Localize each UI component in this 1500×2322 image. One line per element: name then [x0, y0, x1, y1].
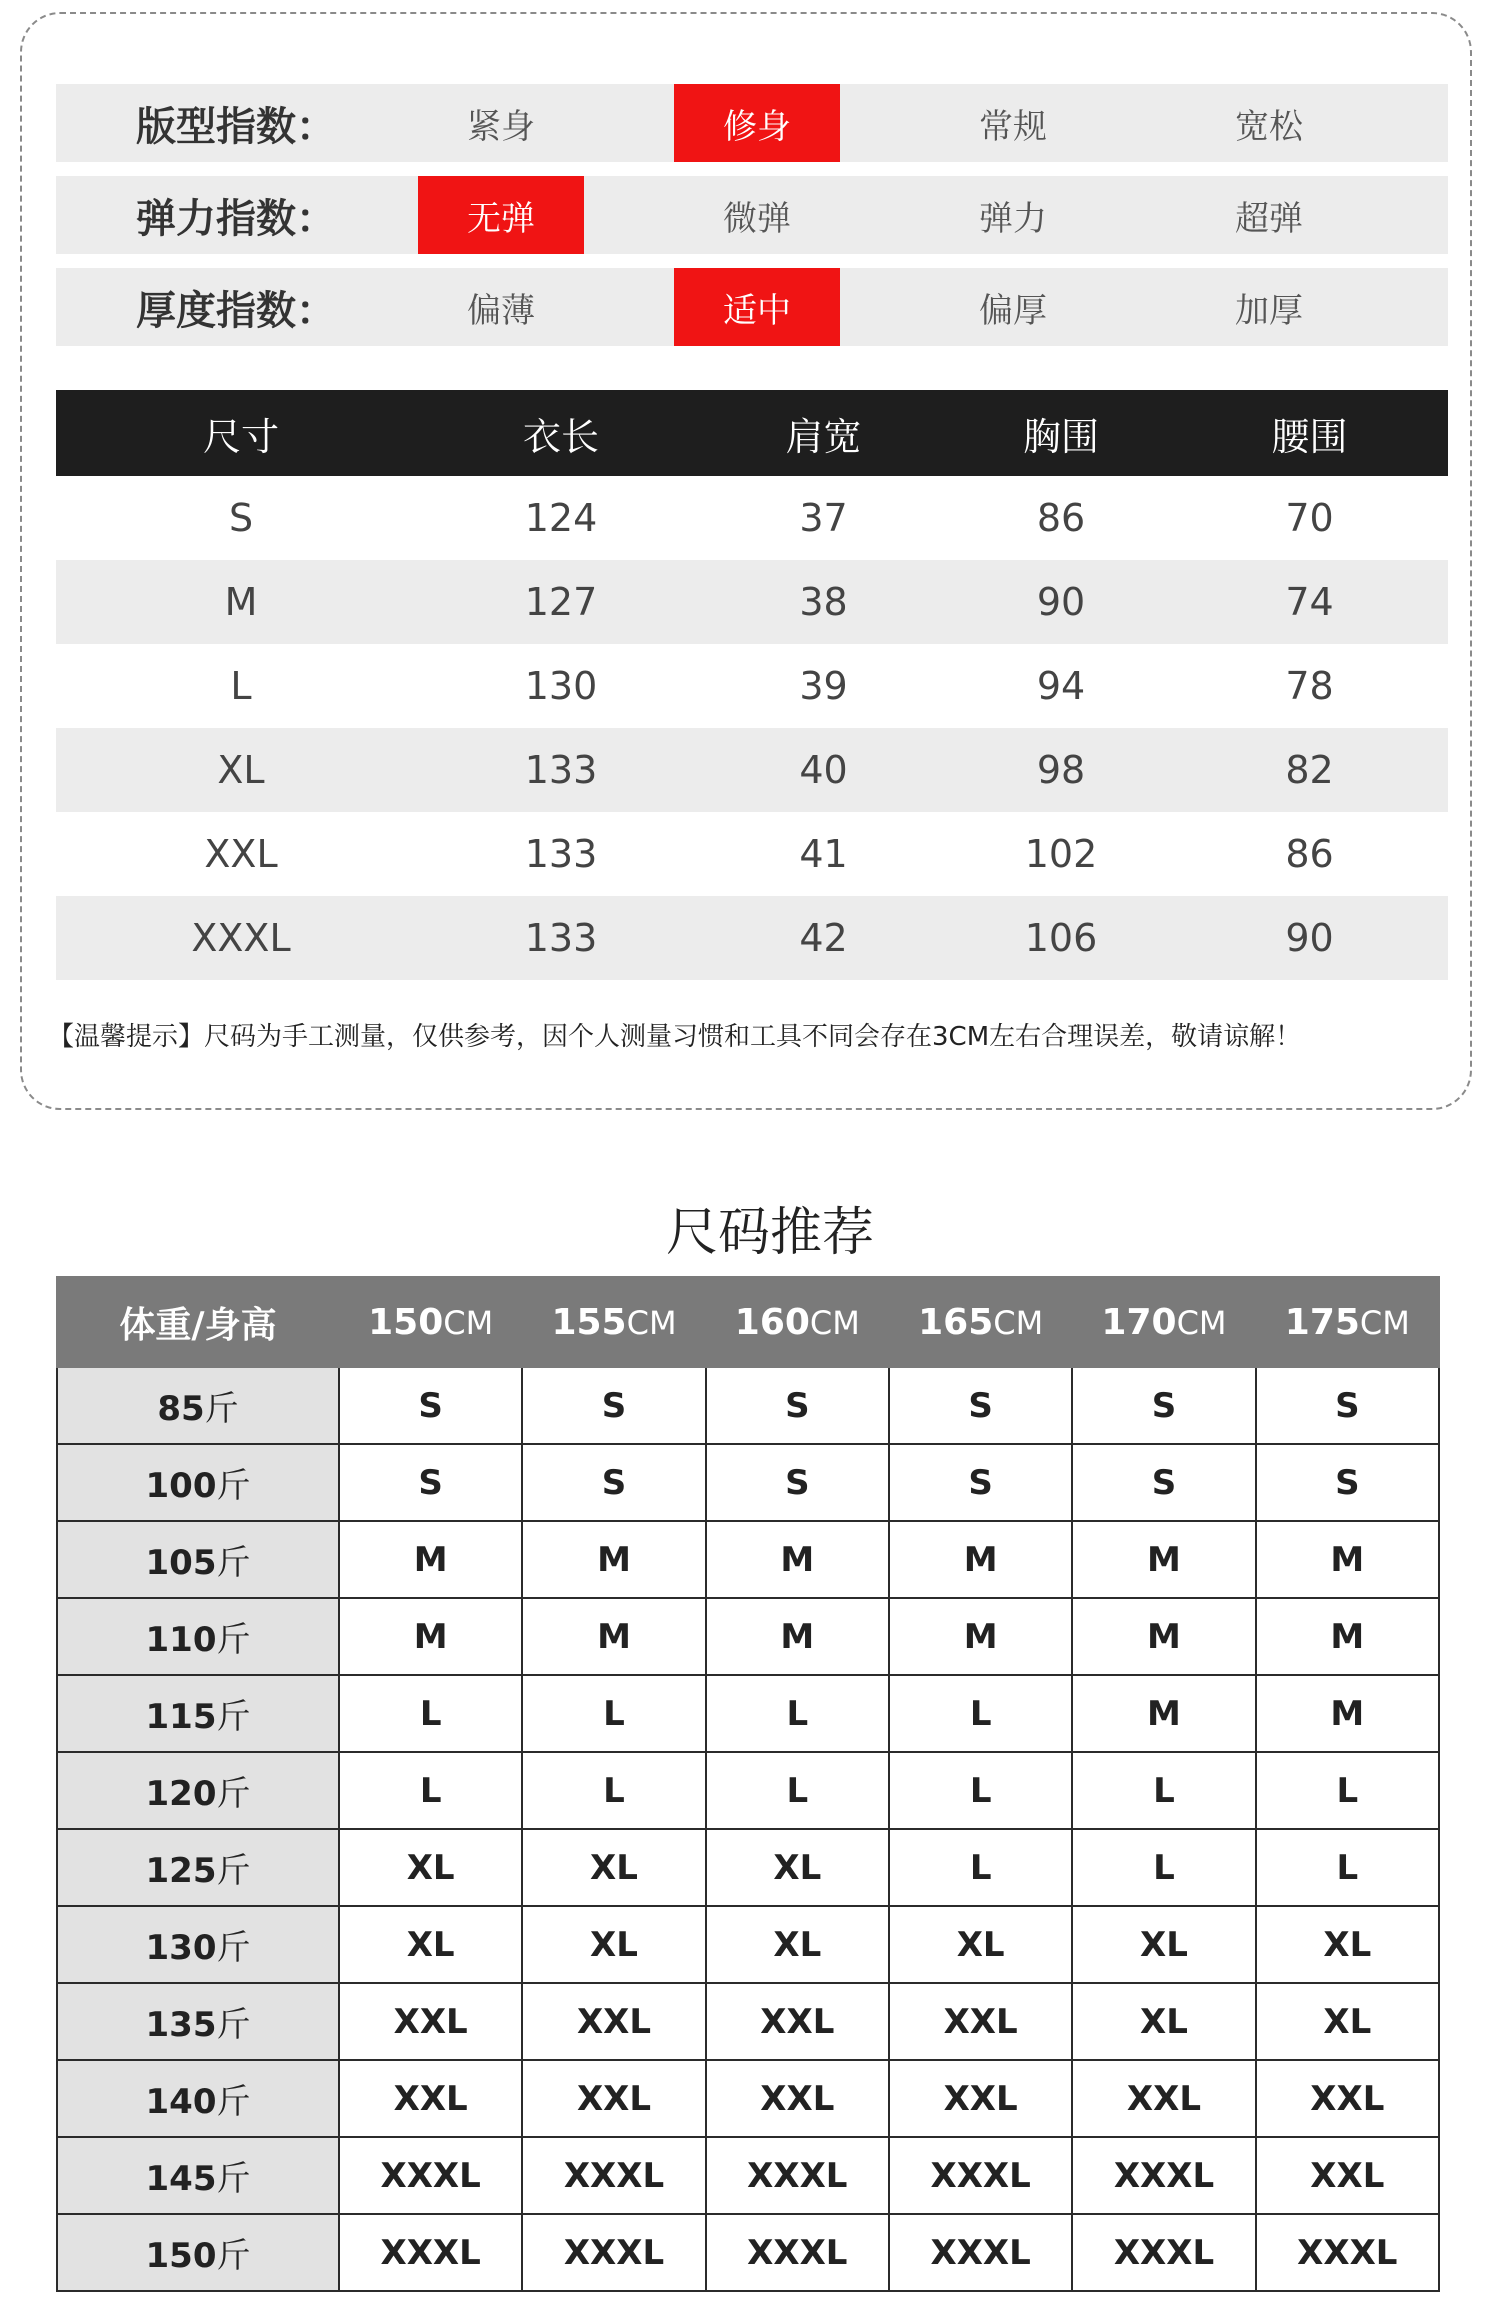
height-value: 165 [918, 1301, 994, 1343]
index-option: 修身 [674, 84, 840, 162]
recommend-row [57, 1829, 1439, 1906]
size-chart-header-cell: 肩宽 [785, 414, 862, 459]
recommend-size-cell: XL [1072, 1983, 1255, 2060]
recommend-size-cell: XXL [1256, 2060, 1439, 2137]
size-chart-cell: 39 [799, 664, 848, 708]
recommend-size-cell: XL [889, 1906, 1072, 1983]
recommend-size-cell: L [339, 1752, 522, 1829]
size-chart-cell: 133 [524, 748, 598, 792]
weight-unit: 斤 [216, 2236, 251, 2276]
index-label: 厚度指数： [136, 287, 336, 334]
recommend-size-cell: XXL [522, 2060, 705, 2137]
weight-value: 130 [145, 1928, 217, 1968]
recommend-title: 尺码推荐 [665, 1203, 874, 1263]
recommend-size-cell: XL [522, 1829, 705, 1906]
size-chart-cell: 102 [1024, 832, 1098, 876]
recommend-size-cell: S [522, 1367, 705, 1444]
size-chart-cell: 37 [799, 496, 848, 540]
recommend-size-cell: L [1256, 1752, 1439, 1829]
recommend-height-header [522, 1277, 705, 1367]
size-chart-header-cell: 胸围 [1022, 414, 1099, 459]
recommend-size-cell: S [706, 1367, 889, 1444]
recommend-size-cell: L [889, 1752, 1072, 1829]
recommend-size-cell: S [1072, 1367, 1255, 1444]
size-chart-cell: 98 [1036, 748, 1086, 792]
recommend-size-cell: S [339, 1367, 522, 1444]
size-chart-cell: 38 [799, 580, 848, 624]
weight-value: 105 [145, 1543, 217, 1583]
recommend-size-cell: S [522, 1444, 705, 1521]
weight-value: 125 [145, 1851, 217, 1891]
recommend-size-cell: L [1256, 1829, 1439, 1906]
recommend-size-cell: M [706, 1598, 889, 1675]
weight-value: 135 [145, 2005, 217, 2045]
recommend-size-cell: M [339, 1598, 522, 1675]
recommend-size-cell: XL [706, 1829, 889, 1906]
recommend-size-cell: XXL [889, 1983, 1072, 2060]
size-chart-cell: 106 [1024, 916, 1098, 960]
size-chart-row [56, 812, 1448, 896]
recommend-row [57, 1521, 1439, 1598]
size-chart-header-cell: 尺寸 [202, 414, 279, 459]
recommend-row [57, 2137, 1439, 2214]
height-value: 150 [368, 1301, 444, 1343]
size-chart-row [56, 560, 1448, 644]
size-chart-row [56, 644, 1448, 728]
recommend-row [57, 1444, 1439, 1521]
size-chart-cell: 133 [524, 916, 598, 960]
index-option: 超弹 [1235, 198, 1303, 239]
weight-unit: 斤 [216, 1543, 251, 1583]
recommend-size-cell: XL [706, 1906, 889, 1983]
recommend-size-cell: M [1072, 1598, 1255, 1675]
size-chart-cell: 127 [524, 580, 598, 624]
recommend-height-header [889, 1277, 1072, 1367]
recommend-size-cell: L [889, 1675, 1072, 1752]
recommend-size-cell: L [522, 1675, 705, 1752]
weight-value: 115 [145, 1697, 217, 1737]
index-option: 无弹 [418, 176, 584, 254]
recommend-size-cell: M [1256, 1598, 1439, 1675]
index-option: 常规 [979, 106, 1047, 147]
recommend-size-cell: XXL [339, 1983, 522, 2060]
size-chart-cell: S [228, 496, 254, 540]
recommend-size-cell: XXXL [522, 2214, 705, 2291]
recommend-row [57, 2214, 1439, 2291]
weight-value: 100 [145, 1466, 217, 1506]
recommend-size-cell: XXXL [1256, 2214, 1439, 2291]
recommend-size-cell: S [1256, 1367, 1439, 1444]
recommend-size-cell: XXL [889, 2060, 1072, 2137]
recommend-size-cell: M [889, 1598, 1072, 1675]
weight-unit: 斤 [204, 1389, 239, 1429]
recommend-size-cell: XXL [339, 2060, 522, 2137]
size-chart-header-cell: 衣长 [522, 414, 599, 459]
recommend-row [57, 2060, 1439, 2137]
recommend-weight-cell [57, 1444, 339, 1521]
recommend-size-cell: S [339, 1444, 522, 1521]
recommend-size-cell: S [889, 1444, 1072, 1521]
height-value: 160 [734, 1301, 810, 1343]
height-unit: CM [443, 1303, 494, 1342]
weight-value: 85 [157, 1389, 205, 1429]
size-chart-cell: 70 [1285, 496, 1334, 540]
recommend-size-cell: XL [339, 1906, 522, 1983]
recommend-size-cell: XL [522, 1906, 705, 1983]
recommend-size-cell: L [1072, 1752, 1255, 1829]
recommend-weight-cell [57, 2060, 339, 2137]
recommend-size-cell: XXXL [706, 2137, 889, 2214]
recommend-weight-cell [57, 1829, 339, 1906]
size-chart-cell: 90 [1036, 580, 1086, 624]
index-row [56, 268, 1448, 346]
size-chart-cell: XXL [204, 832, 278, 876]
recommend-height-header [339, 1277, 522, 1367]
recommend-size-cell: XXL [522, 1983, 705, 2060]
weight-unit: 斤 [216, 1697, 251, 1737]
recommend-size-cell: M [522, 1521, 705, 1598]
recommend-size-cell: M [1256, 1521, 1439, 1598]
recommend-size-cell: XXXL [706, 2214, 889, 2291]
recommend-size-cell: L [339, 1675, 522, 1752]
recommend-size-cell: L [1072, 1829, 1255, 1906]
recommend-size-cell: XXXL [339, 2137, 522, 2214]
recommend-size-cell: M [339, 1521, 522, 1598]
recommend-header-row [57, 1277, 1439, 1367]
height-value: 170 [1101, 1301, 1177, 1343]
index-row [56, 84, 1448, 162]
size-chart-cell: 94 [1036, 664, 1086, 708]
size-recommend-table [56, 1276, 1440, 2292]
recommend-weight-cell [57, 1752, 339, 1829]
size-chart-cell: 40 [799, 748, 848, 792]
size-chart-cell: 133 [524, 832, 598, 876]
size-chart-table [56, 390, 1448, 980]
weight-value: 110 [145, 1620, 217, 1660]
size-chart-header [56, 390, 1448, 476]
weight-unit: 斤 [216, 1466, 251, 1506]
recommend-weight-cell [57, 1983, 339, 2060]
recommend-height-header [1256, 1277, 1439, 1367]
size-chart-cell: XL [217, 748, 265, 792]
size-chart-cell: 130 [524, 664, 598, 708]
weight-unit: 斤 [216, 2082, 251, 2122]
recommend-row [57, 1752, 1439, 1829]
recommend-weight-cell [57, 2137, 339, 2214]
recommend-size-cell: XXXL [889, 2137, 1072, 2214]
recommend-weight-cell [57, 1367, 339, 1444]
recommend-size-cell: XL [1256, 1906, 1439, 1983]
recommend-size-cell: S [706, 1444, 889, 1521]
height-unit: CM [1176, 1303, 1227, 1342]
size-chart-cell: 90 [1285, 916, 1334, 960]
recommend-row [57, 1983, 1439, 2060]
height-value: 155 [551, 1301, 627, 1343]
recommend-row [57, 1598, 1439, 1675]
recommend-size-cell: M [522, 1598, 705, 1675]
weight-unit: 斤 [216, 1851, 251, 1891]
recommend-size-cell: M [1072, 1521, 1255, 1598]
size-chart-cell: L [230, 664, 252, 708]
size-chart-cell: 86 [1285, 832, 1334, 876]
height-unit: CM [809, 1303, 860, 1342]
recommend-weight-cell [57, 1675, 339, 1752]
height-unit: CM [993, 1303, 1044, 1342]
size-chart-row [56, 476, 1448, 560]
recommend-size-cell: XXL [1072, 2060, 1255, 2137]
recommend-size-cell: XXXL [889, 2214, 1072, 2291]
recommend-size-cell: XL [1256, 1983, 1439, 2060]
height-unit: CM [626, 1303, 677, 1342]
recommend-size-cell: S [1072, 1444, 1255, 1521]
weight-unit: 斤 [216, 2159, 251, 2199]
recommend-weight-cell [57, 2214, 339, 2291]
height-value: 175 [1284, 1301, 1360, 1343]
recommend-size-cell: XL [339, 1829, 522, 1906]
weight-value: 140 [145, 2082, 217, 2122]
recommend-size-cell: XXXL [1072, 2214, 1255, 2291]
weight-unit: 斤 [216, 2005, 251, 2045]
index-label: 版型指数： [136, 103, 336, 150]
recommend-row [57, 1367, 1439, 1444]
recommend-size-cell: XXXL [339, 2214, 522, 2291]
recommend-height-header [1072, 1277, 1255, 1367]
size-chart-cell: 42 [799, 916, 848, 960]
weight-value: 150 [145, 2236, 217, 2276]
recommend-size-cell: M [1072, 1675, 1255, 1752]
recommend-size-cell: XXL [1256, 2137, 1439, 2214]
index-option: 微弹 [723, 198, 791, 239]
size-chart-header-cell: 腰围 [1271, 414, 1348, 459]
index-option: 紧身 [467, 106, 535, 147]
recommend-size-cell: M [1256, 1675, 1439, 1752]
weight-value: 120 [145, 1774, 217, 1814]
recommend-weight-cell [57, 1906, 339, 1983]
index-option: 偏薄 [467, 290, 535, 331]
recommend-size-cell: L [706, 1675, 889, 1752]
recommend-size-cell: S [889, 1367, 1072, 1444]
size-chart-cell: 74 [1285, 580, 1334, 624]
index-option: 适中 [674, 268, 840, 346]
recommend-weight-cell [57, 1521, 339, 1598]
recommend-size-cell: S [1256, 1444, 1439, 1521]
weight-unit: 斤 [216, 1928, 251, 1968]
recommend-height-header [706, 1277, 889, 1367]
size-chart-row [56, 896, 1448, 980]
recommend-size-cell: M [889, 1521, 1072, 1598]
size-chart-cell: M [224, 580, 258, 624]
index-row [56, 176, 1448, 254]
recommend-size-cell: M [706, 1521, 889, 1598]
index-option: 偏厚 [979, 290, 1047, 331]
size-chart-cell: 82 [1285, 748, 1334, 792]
recommend-size-cell: XXXL [522, 2137, 705, 2214]
recommend-size-cell: L [706, 1752, 889, 1829]
recommend-weight-cell [57, 1598, 339, 1675]
recommend-size-cell: L [889, 1829, 1072, 1906]
size-chart-cell: 124 [524, 496, 598, 540]
recommend-size-cell: XXL [706, 1983, 889, 2060]
recommend-size-cell: XL [1072, 1906, 1255, 1983]
weight-value: 145 [145, 2159, 217, 2199]
weight-unit: 斤 [216, 1774, 251, 1814]
recommend-row [57, 1675, 1439, 1752]
recommend-row [57, 1906, 1439, 1983]
size-chart-cell: 41 [799, 832, 848, 876]
index-option: 宽松 [1235, 106, 1303, 147]
height-unit: CM [1359, 1303, 1410, 1342]
size-chart-cell: 78 [1285, 664, 1334, 708]
recommend-size-cell: L [522, 1752, 705, 1829]
index-option: 加厚 [1235, 290, 1303, 331]
size-chart-cell: XXXL [191, 916, 291, 960]
size-chart-cell: 86 [1036, 496, 1086, 540]
size-chart-row [56, 728, 1448, 812]
index-option: 弹力 [979, 198, 1047, 239]
recommend-size-cell: XXL [706, 2060, 889, 2137]
index-label: 弹力指数： [136, 195, 336, 242]
recommend-corner-header: 体重/身高 [57, 1277, 339, 1367]
measurement-note: 【温馨提示】尺码为手工测量，仅供参考，因个人测量习惯和工具不同会存在3CM左右合理误差，敬请谅解！ [48, 1022, 1302, 1052]
recommend-size-cell: XXXL [1072, 2137, 1255, 2214]
weight-unit: 斤 [216, 1620, 251, 1660]
